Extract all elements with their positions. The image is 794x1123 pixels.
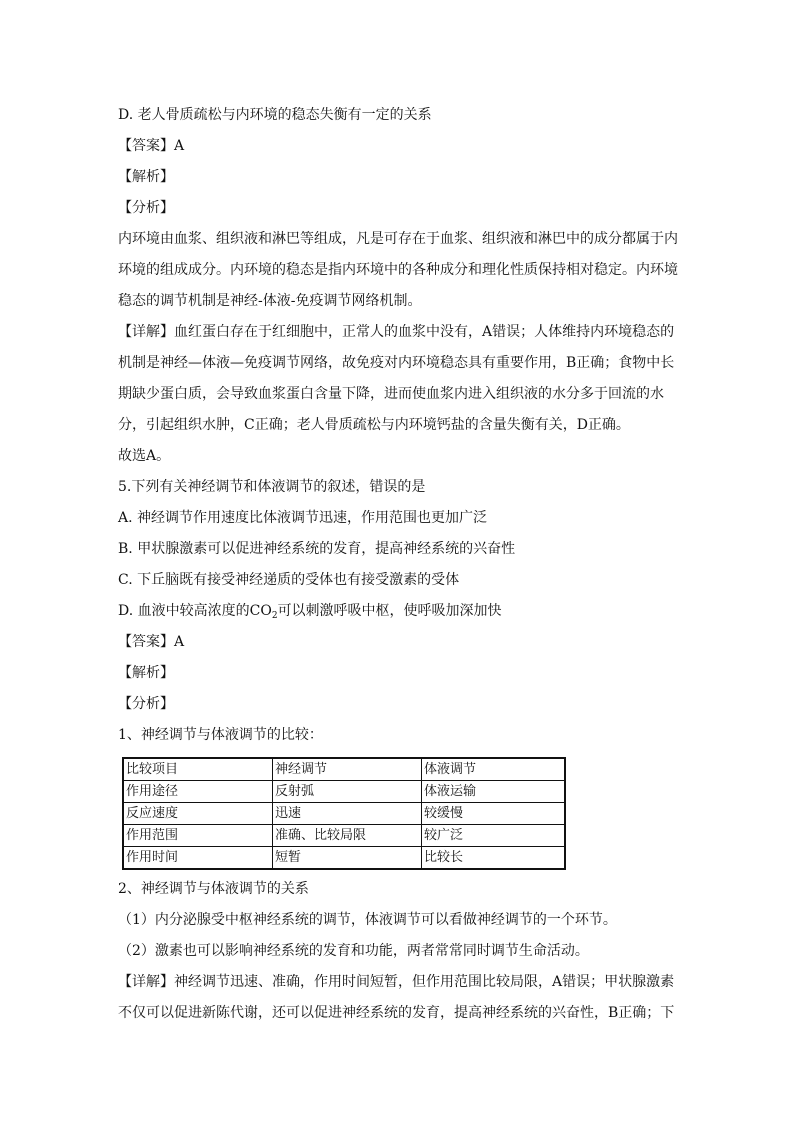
fenxi-label-prev: 【分析】 [118,200,174,216]
table-row [123,781,565,803]
table-cell: 反射弧 [273,781,422,803]
conclusion-prev: 故选A。 [118,448,171,464]
table-cell: 短暂 [273,847,422,870]
table-cell: 反应速度 [123,803,273,825]
table-cell: 体液运输 [422,781,566,803]
document-page [118,100,688,1029]
option-d-prev: D. 老人骨质疏松与内环境的稳态失衡有一定的关系 [118,107,432,123]
question-5-answer: 【答案】A [118,634,185,650]
question-5-option-d [118,596,688,627]
table-header-row [123,758,565,781]
point-1: 1、神经调节与体液调节的比较： [118,727,323,743]
question-5-analysis-label: 【解析】 [118,665,174,681]
option-d-subscript: 2 [271,611,278,621]
question-5-fenxi-label: 【分析】 [118,696,174,712]
sub-point-1: （1）内分泌腺受中枢神经系统的调节，体液调节可以看做神经调节的一个环节。 [118,912,617,928]
table-cell: 较广泛 [422,825,566,847]
fenxi-text-prev: 内环境由血浆、组织液和淋巴等组成，凡是可存在于血浆、组织液和淋巴中的成分都属于内环境的组成成分。内环境的稳态是指内环境中的各种成分和理化性质保持相对稳定。内环境稳态的调节机制是神经-体液-免疫调节网络机制。 [118,231,678,309]
table-row [123,825,565,847]
detail-text-prev: 【详解】血红蛋白存在于红细胞中，正常人的血浆中没有，A错误；人体维持内环境稳态的机制是神经—体液—免疫调节网络，故免疫对内环境稳态具有重要作用，B正确；食物中长期缺少蛋白质，会导致血浆蛋白含量下降，进而使血浆内进入组织液的水分多于回流的水分，引起组织水肿，C正确；老人骨质疏松与内环境钙盐的含量失衡有关，D正确。 [118,324,675,433]
question-5-detail: 【详解】神经调节迅速、准确，作用时间短暂，但作用范围比较局限，A错误；甲状腺激素不仅可以促进新陈代谢，还可以促进神经系统的发育，提高神经系统的兴奋性，B正确；下 [118,974,675,1021]
option-d-post: 可以刺激呼吸中枢，使呼吸加深加快 [277,603,502,619]
table-cell: 准确、比较局限 [273,825,422,847]
table-cell: 作用途径 [123,781,273,803]
question-5-option-a: A. 神经调节作用速度比体液调节迅速，作用范围也更加广泛 [118,510,488,526]
analysis-label-prev: 【解析】 [118,169,174,185]
table-cell: 作用时间 [123,847,273,870]
table-header-cell: 比较项目 [123,758,273,781]
question-5-stem: 5.下列有关神经调节和体液调节的叙述，错误的是 [118,479,426,495]
point-2: 2、神经调节与体液调节的关系 [118,881,309,897]
table-header-cell: 神经调节 [273,758,422,781]
option-d-pre: D. 血液中较高浓度的CO [118,603,272,619]
table-cell: 较缓慢 [422,803,566,825]
answer-prev: 【答案】A [118,138,185,154]
table-row [123,803,565,825]
question-5-option-b: B. 甲状腺激素可以促进神经系统的发育，提高神经系统的兴奋性 [118,541,516,557]
question-5-option-c: C. 下丘脑既有接受神经递质的受体也有接受激素的受体 [118,572,460,588]
table-header-cell: 体液调节 [422,758,566,781]
table-row [123,847,565,870]
table-cell: 比较长 [422,847,566,870]
sub-point-2: （2）激素也可以影响神经系统的发育和功能，两者常常同时调节生命活动。 [118,943,589,959]
comparison-table [122,757,566,870]
table-cell: 迅速 [273,803,422,825]
table-cell: 作用范围 [123,825,273,847]
